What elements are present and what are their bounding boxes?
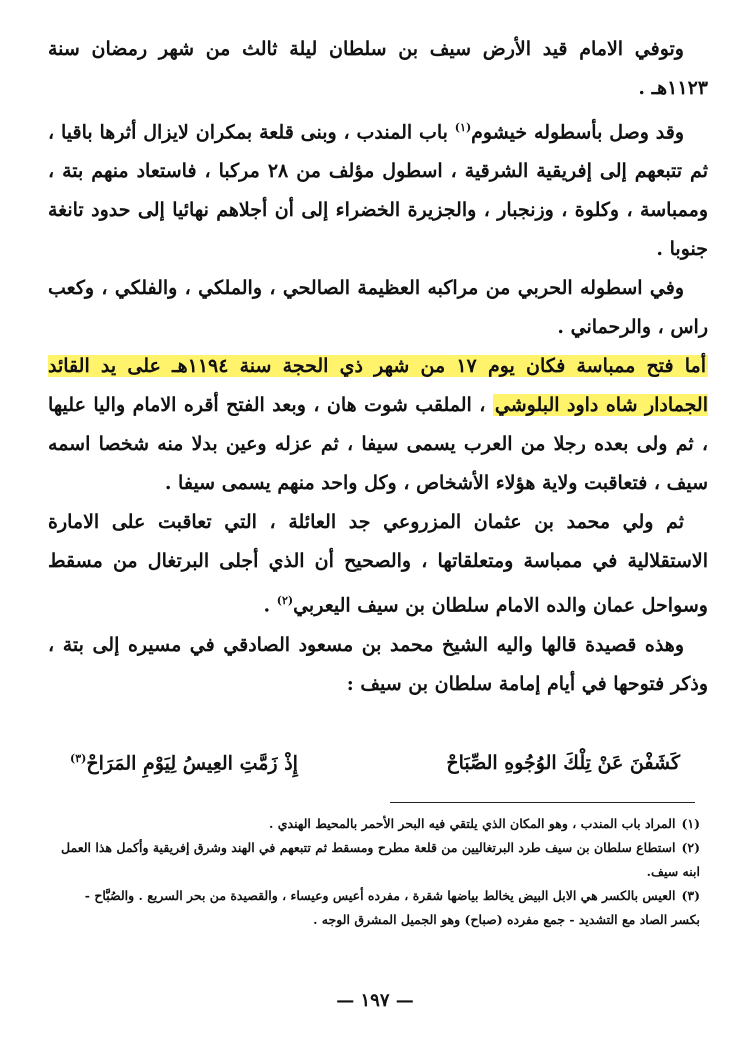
highlighted-text: أما فتح ممباسة فكان يوم ١٧ من شهر ذي الحجة سنة ١١٩٤هـ على يد القائد الجمادار شاه داود البلوشي	[48, 355, 708, 417]
paragraph-5	[48, 503, 708, 625]
footnote-text: استطاع سلطان بن سيف طرد البرتغاليين من قلعة مطرح ومسقط ثم تتبعهم في الهند وشرق إفريقية وأكمل هذا العمل ابنه سيف.	[61, 840, 700, 879]
footnote-number: (١)	[681, 816, 700, 831]
footnote-ref-3[interactable]: (٣)	[70, 752, 87, 765]
footnote-number: (٣)	[681, 888, 700, 903]
paragraph-2-text: وقد وصل بأسطوله خيشوم	[471, 121, 684, 144]
footnote-text: العيس بالكسر هي الابل البيض يخالط بياضها شقرة ، مفرده أعيس وعيساء ، والقصيدة من بحر السريع . والصُبَّاح - بكسر الصاد مع التشديد - جمع مفرده (صباح) وهو الجميل المشرق الوجه .	[84, 888, 700, 927]
paragraph-4-text-cont: ، الملقب شوت هان ، وبعد الفتح أقره الامام واليا عليها ، ثم ولى بعده رجلا من العرب يسمى سيفا ، ثم عزله وعين بدلا منه شخصا اسمه سيف ، فتعاقبت ولاية هؤلاء الأشخاص ، وكل واحد منهم يسمى سيفا .	[48, 394, 708, 495]
paragraph-1	[48, 30, 708, 108]
verse-first-hemistich: كَشَفْنَ عَنْ تِلْكَ الوُجُوهِ الصِّبَاحْ	[446, 752, 680, 774]
footnotes	[60, 812, 700, 932]
paragraph-4	[48, 347, 708, 503]
paragraph-6	[48, 626, 708, 704]
footnote-divider	[390, 802, 695, 803]
verse-second-hemistich	[70, 752, 298, 774]
verse-second-hemistich-text: إِذْ زَمَّتِ العِيسُ لِيَوْمِ المَرَاحْ	[86, 752, 298, 775]
paragraph-2-text-cont: باب المندب ، وبنى قلعة بمكران لايزال أثرها باقيا ، ثم تتبعهم إلى إفريقية الشرقية ، اسطول مؤلف من ٢٨ مركبا ، فاستعاد منهم بتة ، وممباسة ، وكلوة ، وزنجبار ، والجزيرة الخضراء إلى أن أجلاهم نهائيا إلى حدود تانغة جنوبا .	[48, 121, 708, 261]
paragraph-2	[48, 108, 708, 269]
paragraph-5-text: ثم ولي محمد بن عثمان المزروعي جد العائلة ، التي تعاقبت على الامارة الاستقلالية في ممباسة ومتعلقاتها ، والصحيح أن الذي أجلى البرتغال من مسقط وسواحل عمان والده الامام سلطان بن سيف اليعربي	[48, 511, 708, 617]
paragraph-5-text-cont: .	[263, 594, 277, 617]
page-number: — ١٩٧ —	[336, 990, 414, 1011]
main-text	[48, 30, 708, 704]
paragraph-6-text: وهذه قصيدة قالها واليه الشيخ محمد بن مسعود الصادقي في مسيره إلى بتة ، وذكر فتوحها في أيام إمامة سلطان بن سيف :	[48, 633, 708, 695]
page-body	[48, 30, 708, 704]
footnote-1	[60, 812, 700, 836]
footnote-number: (٢)	[681, 840, 700, 855]
footnote-ref-1[interactable]: (١)	[454, 121, 472, 134]
footnote-ref-2[interactable]: (٢)	[276, 594, 294, 608]
paragraph-3	[48, 269, 708, 347]
poem-verse	[70, 752, 680, 774]
footnote-2	[60, 836, 700, 884]
paragraph-3-text: وفي اسطوله الحربي من مراكبه العظيمة الصالحي ، والملكي ، والفلكي ، وكعب راس ، والرحماني .	[48, 277, 708, 339]
paragraph-1-text: وتوفي الامام قيد الأرض سيف بن سلطان ليلة ثالث من شهر رمضان سنة ١١٢٣هـ .	[48, 38, 708, 99]
footnote-text: المراد باب المندب ، وهو المكان الذي يلتقي فيه البحر الأحمر بالمحيط الهندي .	[269, 816, 676, 831]
footnote-3	[60, 884, 700, 932]
